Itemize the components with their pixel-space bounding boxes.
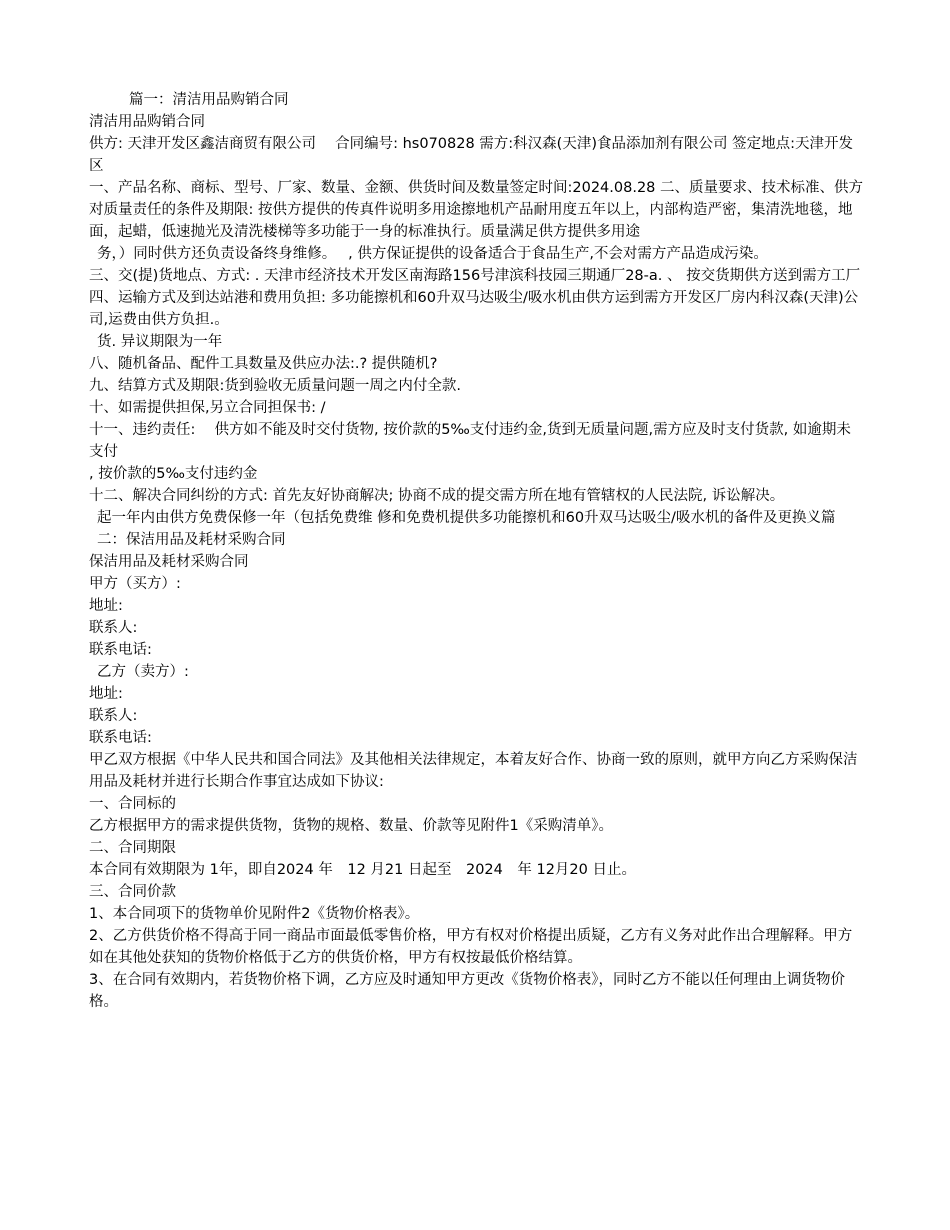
clause-3: 三、交(提)货地点、方式: . 天津市经济技术开发区南海路156号津滨科技园三期通厂28-a. 、 按交货期供方送到需方工厂 bbox=[89, 268, 861, 284]
clause-4-cont: 司,运费由供方负担.。 bbox=[89, 312, 229, 328]
section-2-body: 本合同有效期限为 1年，即自2024 年 12 月21 日起至 2024 年 12月20 日止。 bbox=[89, 862, 636, 878]
clause-11: 十一、违约责任: 供方如不能及时交付货物, 按价款的5‰支付违约金,货到无质量问题,需方应及时支付货款, 如逾期未支付 bbox=[89, 422, 851, 460]
clause-8: 八、随机备品、配件工具数量及供应办法:.? 提供随机? bbox=[89, 356, 438, 372]
document-page bbox=[89, 89, 864, 1013]
section-3-heading: 三、合同价款 bbox=[89, 884, 176, 900]
party-b-address: 地址: bbox=[89, 686, 123, 702]
party-b-contact: 联系人: bbox=[89, 708, 138, 724]
section-1-heading: 一、合同标的 bbox=[89, 796, 176, 812]
party-a-address: 地址: bbox=[89, 598, 123, 614]
objection-period: 货. 异议期限为一年 bbox=[97, 334, 223, 350]
preamble: 甲乙双方根据《中华人民共和国合同法》及其他相关法律规定，本着友好合作、协商一致的原则，就甲方向乙方采购保洁用品及耗材并进行长期合作事宜达成如下协议: bbox=[89, 752, 858, 790]
clause-10: 十、如需提供担保,另立合同担保书: / bbox=[89, 400, 326, 416]
clause-4: 四、运输方式及到达站港和费用负担: 多功能擦机和60升双马达吸尘/吸水机由供方运到需方开发区厂房内科汉森(天津)公 bbox=[89, 290, 859, 306]
clause-9: 九、结算方式及期限:货到验收无质量问题一周之内付全款. bbox=[89, 378, 461, 394]
section-3-item-3: 3、在合同有效期内，若货物价格下调，乙方应及时通知甲方更改《货物价格表》，同时乙方不能以任何理由上调货物价格。 bbox=[89, 972, 845, 1010]
part-one-heading: 篇一：清洁用品购销合同 bbox=[129, 92, 289, 108]
party-a-phone: 联系电话: bbox=[89, 642, 152, 658]
warranty-line: 起一年内由供方免费保修一年（包括免费维 修和免费机提供多功能擦机和60升双马达吸尘/吸水机的备件及更换义篇二：保洁用品及耗材采购合同 bbox=[97, 510, 836, 548]
section-3-item-1: 1、本合同项下的货物单价见附件2《货物价格表》。 bbox=[89, 906, 420, 922]
party-b-label: 乙方（卖方）: bbox=[97, 664, 189, 680]
contract-title: 清洁用品购销合同 bbox=[89, 114, 205, 130]
section-1-body: 乙方根据甲方的需求提供货物，货物的规格、数量、价款等见附件1《采购清单》。 bbox=[89, 818, 613, 834]
section-2-heading: 二、合同期限 bbox=[89, 840, 176, 856]
clause-maintenance: 务，）同时供方还负责设备终身维修。 , 供方保证提供的设备适合于食品生产,不会对需方产品造成污染。 bbox=[97, 246, 768, 262]
party-a-contact: 联系人: bbox=[89, 620, 138, 636]
clause-12: 十二、解决合同纠纷的方式: 首先友好协商解决; 协商不成的提交需方所在地有管辖权的人民法院, 诉讼解决。 bbox=[89, 488, 785, 504]
contract-two-title: 保洁用品及耗材采购合同 bbox=[89, 554, 249, 570]
clause-1-2: 一、产品名称、商标、型号、厂家、数量、金额、供货时间及数量签定时间:2024.08.28 二、质量要求、技术标准、供方对质量责任的条件及期限: 按供方提供的传真件说明多用途擦地机产品耐用度五年以上，内部构造严密，集清洗地毯，地面，起蜡，低速抛光及清洗楼梯等多功能于一身的标准执行。质量满足供方提供多用途 bbox=[89, 180, 864, 240]
party-a-label: 甲方（买方）: bbox=[89, 576, 181, 592]
party-b-phone: 联系电话: bbox=[89, 730, 152, 746]
parties-line: 供方: 天津开发区鑫洁商贸有限公司 合同编号: hs070828 需方:科汉森(天津)食品添加剂有限公司 签定地点:天津开发区 bbox=[89, 136, 853, 174]
section-3-item-2: 2、乙方供货价格不得高于同一商品市面最低零售价格，甲方有权对价格提出质疑，乙方有义务对此作出合理解释。甲方如在其他处获知的货物价格低于乙方的供货价格，甲方有权按最低价格结算。 bbox=[89, 928, 853, 966]
clause-11-cont: , 按价款的5‰支付违约金 bbox=[89, 466, 258, 482]
